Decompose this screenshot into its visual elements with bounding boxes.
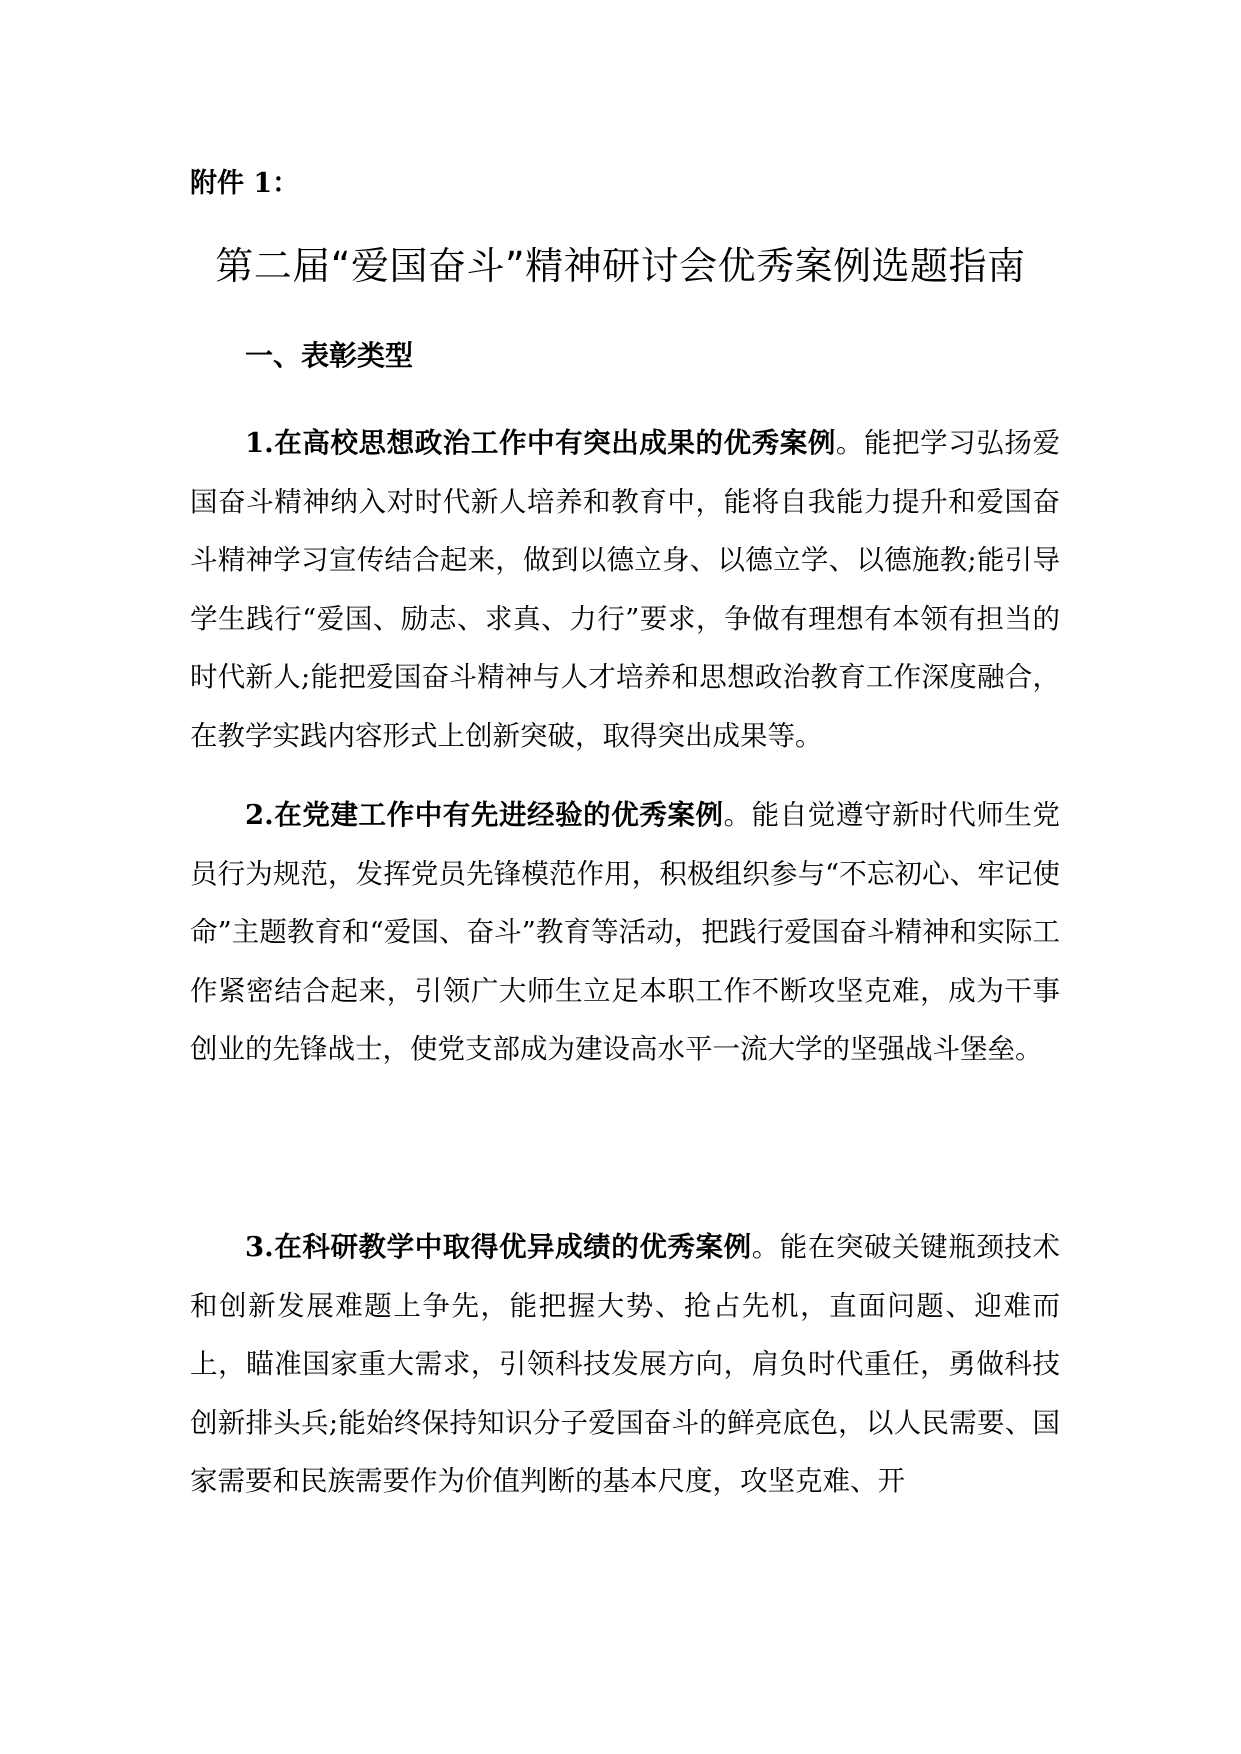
paragraph-2-body: 。能自觉遵守新时代师生党员行为规范，发挥党员先锋模范作用，积极组织参与“不忘初心、牢记使命”主题教育和“爱国、奋斗”教育等活动，把践行爱国奋斗精神和实际工作紧密结合起来，引领广大师生立足本职工作不断攻坚克难，成为干事创业的先锋战士，使党支部成为建设高水平一流大学的坚强战斗堡垒。 [190, 799, 1060, 1065]
paragraph-2 [190, 786, 1060, 1079]
paragraph-1 [190, 414, 1060, 765]
section-heading: 一、表彰类型 [245, 339, 414, 372]
paragraph-3-lead: 3.在科研教学中取得优异成绩的优秀案例 [245, 1231, 752, 1263]
paragraph-3-body: 。能在突破关键瓶颈技术和创新发展难题上争先，能把握大势、抢占先机，直面问题、迎难而上，瞄准国家重大需求，引领科技发展方向，肩负时代重任，勇做科技创新排头兵;能始终保持知识分子爱国奋斗的鲜亮底色，以人民需要、国家需要和民族需要作为价值判断的基本尺度，攻坚克难、开 [190, 1231, 1061, 1497]
attachment-label: 附件 1： [190, 168, 300, 199]
paragraph-2-lead: 2.在党建工作中有先进经验的优秀案例 [245, 799, 724, 831]
paragraph-3 [190, 1218, 1060, 1511]
paragraph-1-lead: 1.在高校思想政治工作中有突出成果的优秀案例 [245, 427, 836, 459]
paragraph-1-body: 。能把学习弘扬爱国奋斗精神纳入对时代新人培养和教育中，能将自我能力提升和爱国奋斗精神学习宣传结合起来，做到以德立身、以德立学、以德施教;能引导学生践行“爱国、励志、求真、力行”要求，争做有理想有本领有担当的时代新人;能把爱国奋斗精神与人才培养和思想政治教育工作深度融合，在教学实践内容形式上创新突破，取得突出成果等。 [190, 427, 1060, 752]
document-title: 第二届“爱国奋斗”精神研讨会优秀案例选题指南 [215, 244, 1026, 288]
